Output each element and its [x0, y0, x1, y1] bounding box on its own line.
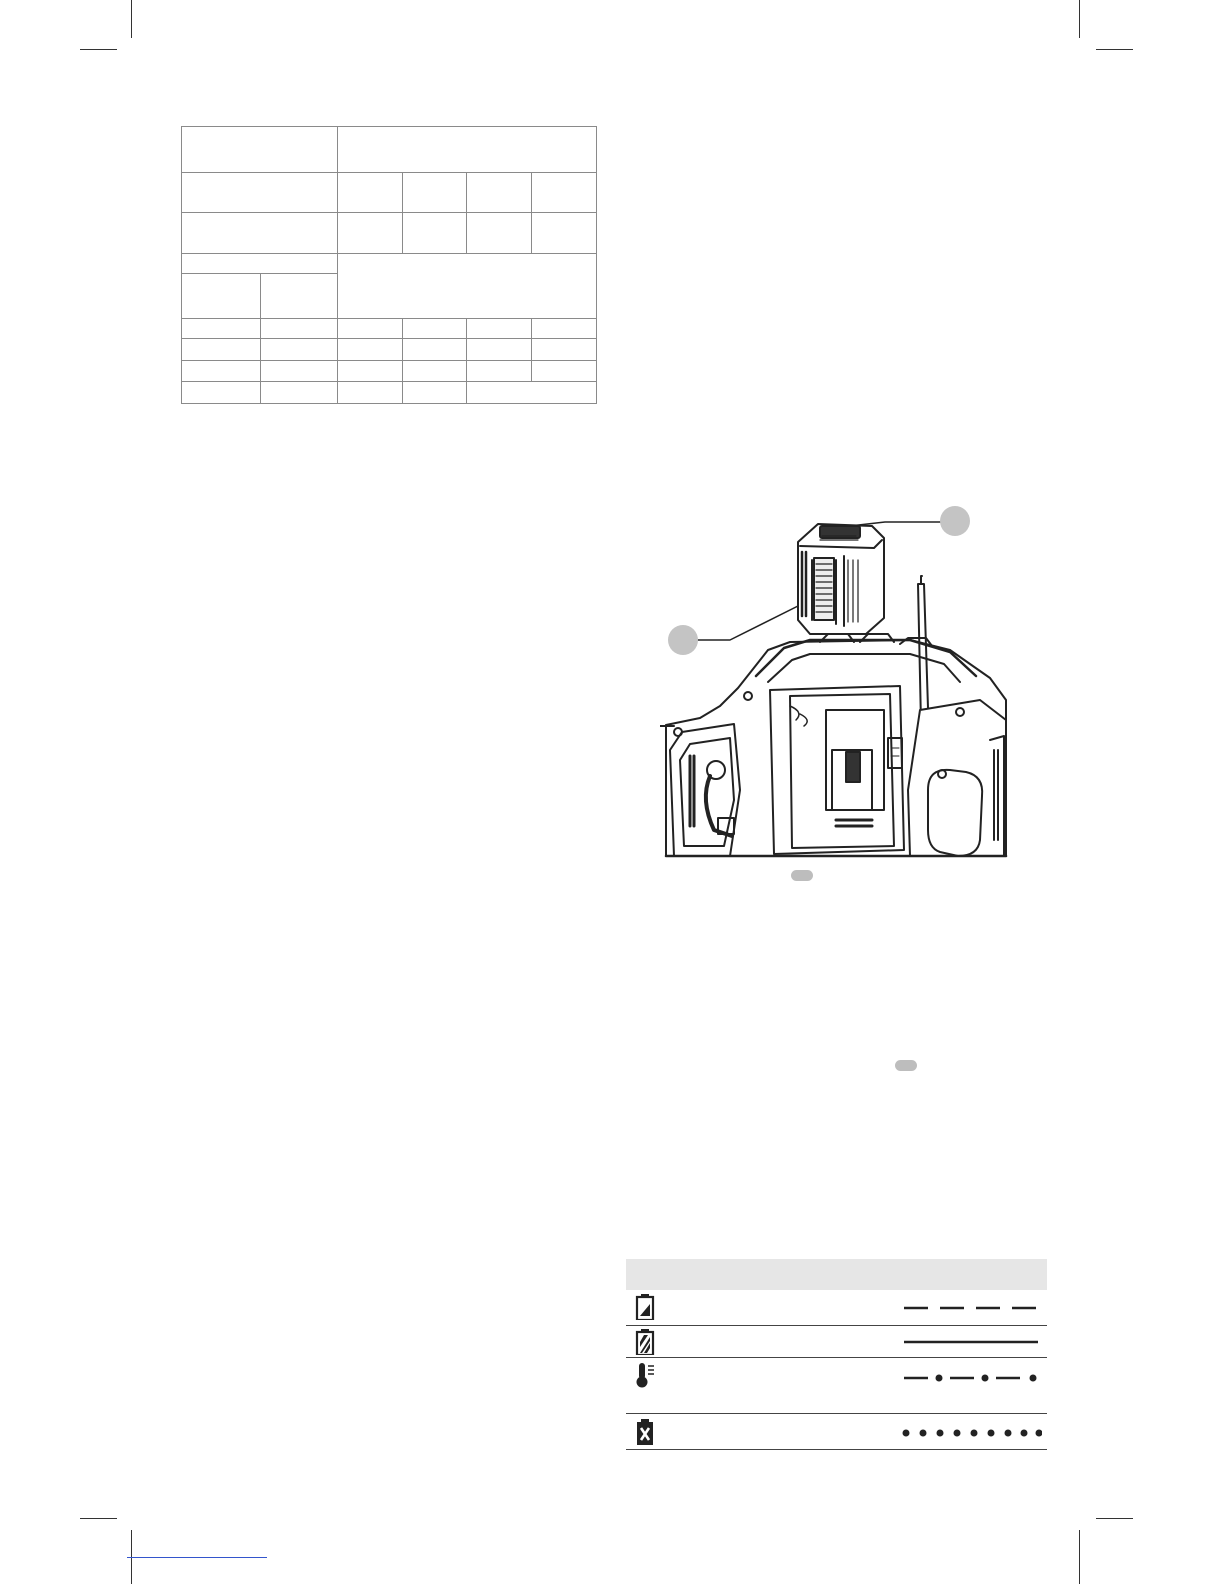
table-cell	[182, 274, 261, 319]
figure-callout	[668, 625, 698, 655]
table-cell	[338, 254, 597, 319]
table-cell	[182, 213, 338, 254]
table-cell	[403, 213, 467, 254]
table-cell	[261, 274, 338, 319]
table-cell	[467, 213, 532, 254]
crop-mark	[1079, 1530, 1080, 1584]
table-row	[626, 1326, 1047, 1358]
table-cell	[467, 339, 532, 361]
table-cell	[182, 127, 338, 173]
table-cell	[467, 361, 532, 382]
battery-full-icon	[634, 1329, 656, 1355]
figure-callout	[940, 506, 970, 536]
table-row	[182, 382, 597, 404]
table-row	[182, 254, 597, 274]
table-cell	[182, 339, 261, 361]
table-cell	[532, 361, 597, 382]
table-cell	[338, 213, 403, 254]
crop-mark	[1079, 0, 1080, 38]
figure-reference-badge	[895, 1060, 917, 1071]
table-cell	[182, 382, 261, 404]
table-row	[182, 361, 597, 382]
table-cell	[261, 382, 338, 404]
thermometer-icon	[634, 1362, 656, 1388]
table-cell	[532, 173, 597, 213]
table-cell	[182, 254, 338, 274]
blink-pattern-dash-dot	[902, 1372, 1042, 1384]
table-cell	[467, 382, 597, 404]
crop-mark	[131, 0, 132, 38]
table-row	[182, 213, 597, 254]
table-cell	[261, 319, 338, 339]
table-row	[626, 1414, 1047, 1450]
table-cell	[532, 213, 597, 254]
table-cell	[338, 339, 403, 361]
battery-install-illustration	[660, 500, 1020, 870]
table-row	[626, 1358, 1047, 1414]
table-row	[182, 339, 597, 361]
table-cell	[261, 361, 338, 382]
table-row	[626, 1290, 1047, 1326]
table-cell	[532, 339, 597, 361]
table-cell	[403, 173, 467, 213]
table-row	[182, 173, 597, 213]
table-cell	[338, 361, 403, 382]
table-header	[626, 1259, 1047, 1290]
table-row	[182, 319, 597, 339]
table-cell	[403, 361, 467, 382]
table-cell	[467, 173, 532, 213]
table-cell	[338, 173, 403, 213]
crop-mark	[80, 49, 117, 50]
blink-pattern-dots	[902, 1427, 1042, 1439]
table-cell	[467, 319, 532, 339]
table-cell	[338, 382, 403, 404]
battery-fault-icon	[634, 1419, 656, 1445]
battery-charging-icon	[634, 1294, 656, 1320]
figure-reference-badge	[791, 870, 813, 881]
crop-mark	[80, 1518, 117, 1519]
hyperlink-underline[interactable]	[127, 1557, 267, 1558]
table-cell	[403, 382, 467, 404]
specification-table	[181, 126, 597, 404]
table-cell	[182, 319, 261, 339]
crop-mark	[1096, 49, 1133, 50]
table-cell	[338, 319, 403, 339]
table-cell	[338, 127, 597, 173]
crop-mark	[1096, 1518, 1133, 1519]
table-cell	[403, 339, 467, 361]
charge-indicator-table	[626, 1259, 1047, 1451]
blink-pattern-solid	[902, 1336, 1042, 1348]
table-row	[182, 127, 597, 173]
table-cell	[182, 361, 261, 382]
table-cell	[261, 339, 338, 361]
table-cell	[403, 319, 467, 339]
blink-pattern-dashes	[902, 1302, 1042, 1314]
table-cell	[532, 319, 597, 339]
table-cell	[182, 173, 338, 213]
